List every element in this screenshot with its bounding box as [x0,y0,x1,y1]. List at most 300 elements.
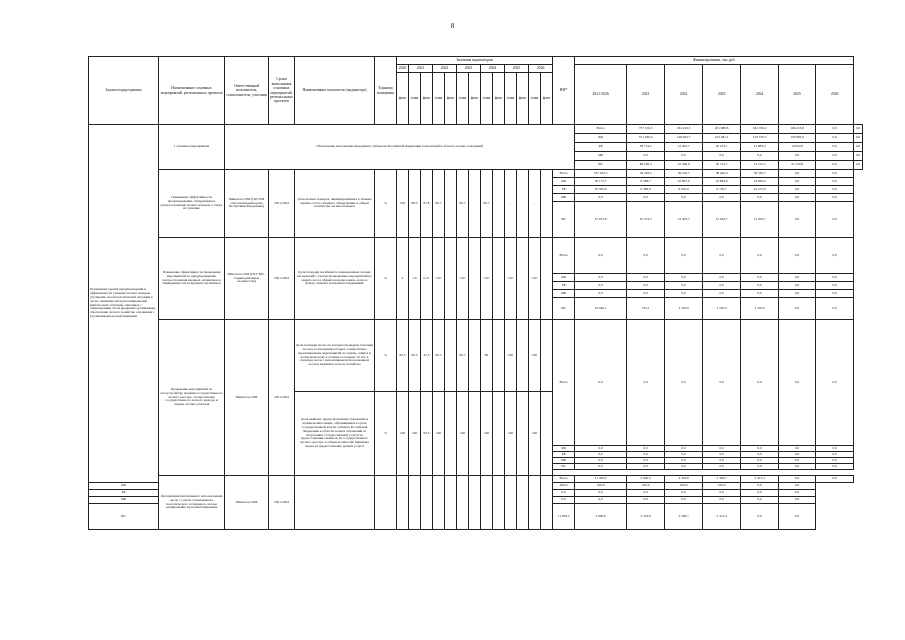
funding-value: 0,0 [854,143,863,152]
funding-source: МБ [553,194,575,202]
indicator-value [517,170,529,238]
header-plan-fact: план [433,73,445,125]
indicator-name: Доля площади лесов, на которых проведена таксация лесов и в отношении которых осуществлено проектирование мероприятий по охране, защите и воспроизводству в течение последних 10 лет, в площади лесов с интенсивным использованием лесов и ведением лесного хозяйства [295,320,375,392]
indicator-unit: % [375,320,397,392]
header-plan-fact: план [409,73,421,125]
funding-value: 0,0 [627,152,665,161]
indicator-value [469,238,481,320]
funding-source: РБ [575,143,627,152]
funding-value: 0,0 [665,320,703,446]
indicator-name [295,476,375,530]
indicator-unit: % [375,392,397,476]
header-year: 2022 [433,65,457,73]
funding-value: 35 595,6 [575,186,627,194]
funding-value: 39 530,7 [741,170,779,178]
indicator-unit [375,476,397,530]
header-year: 2025 [505,65,529,73]
funding-value: 0,0 [703,290,741,298]
funding-value: 0,0 [741,320,779,446]
funding-value: 0,0 [779,194,816,202]
indicator-value: 85,7 [481,170,493,238]
indicator-value [409,476,421,530]
indicator-value [541,238,553,320]
funding-value: 12 493,7 [703,202,741,238]
funding-value: 0,0 [665,458,703,464]
funding-value: 0,0 [665,282,703,290]
funding-value: 725,1 [627,298,665,320]
funding-value: 0,0 [779,452,816,458]
funding-value: 0,0 [575,238,627,274]
funding-value: 0,0 [703,497,741,504]
funding-value: 11 039,3 [553,504,575,530]
funding-value: 737 156,3 [627,125,665,134]
indicator-value: 100 [409,392,421,476]
funding-value: 0,0 [854,161,863,170]
funding-value: 12 883,2 [741,143,779,152]
funding-value: 201 989,8 [703,125,741,134]
event-name: 1 основное мероприятие [159,125,225,170]
funding-value: 0,0 [816,458,854,464]
funding-value: 0,0 [665,274,703,282]
funding-source: Всего [553,238,575,274]
header-events: Наименование основных мероприятий, региональных проектов [159,57,225,125]
header-plan-fact: факт [445,73,457,125]
funding-value: 0,0 [816,143,854,152]
indicator-value [421,476,433,530]
funding-value: 0,0 [703,458,741,464]
funding-value: 0,0 [665,446,703,452]
indicator-value [445,238,457,320]
indicator-value: 100 [457,392,469,476]
table-row [89,476,863,483]
indicator-value: 100 [481,392,493,476]
funding-value: 0,0 [779,458,816,464]
funding-value: 0,0 [703,452,741,458]
executor: Минлесхоз РМ (ГКУ РМ - территориальные лесничества) [225,238,269,320]
funding-value: 0,0 [779,186,816,194]
indicator-value: 85,7 [433,170,445,238]
funding-value: 0,0 [816,186,854,194]
funding-source: МБ [575,152,627,161]
funding-source: ФБ [553,274,575,282]
funding-value: 22 560,9 [665,161,703,170]
funding-value: 12 493,7 [665,202,703,238]
funding-value: 0,0 [816,170,854,178]
funding-value: 0,0 [779,238,816,274]
funding-source: ВС [575,161,627,170]
indicator-value: - [529,170,541,238]
funding-value: 0,0 [575,274,627,282]
funding-value: 9 386,9 [627,186,665,194]
funding-source: ФБ [575,134,627,143]
header-plan-fact: план [505,73,517,125]
header-fin-year: 2021-2026 [575,65,627,125]
indicator-value [529,476,541,530]
funding-value: 0,0 [741,238,779,274]
indicator-unit: % [375,238,397,320]
funding-value: 0,0 [627,458,665,464]
header-fin-year: 2026 [816,65,854,125]
funding-value: 0,0 [816,194,854,202]
header-year: 2021 [409,65,433,73]
funding-value: 6 955,0 [665,186,703,194]
indicator-value: 1,87 [529,238,541,320]
funding-value: 0,0 [779,490,816,497]
funding-value: 2 333,6 [627,504,665,530]
indicator-value [493,320,505,392]
funding-source: Всего [553,320,575,446]
funding-value: 0,0 [575,497,627,504]
funding-value: 0,0 [703,446,741,452]
indicator-value [445,170,457,238]
indicator-unit: % [375,170,397,238]
funding-source: РБ [553,186,575,194]
funding-value: 0,0 [703,490,741,497]
indicator-value: 85,7 [457,320,469,392]
page-number: 8 [450,22,455,30]
funding-value: 0,0 [627,238,665,274]
funding-value: 0,0 [816,202,854,238]
indicator-value [517,238,529,320]
indicator-value: 1,87 [505,238,517,320]
funding-value: 0,0 [665,152,703,161]
funding-value: 14 952,0 [779,143,816,152]
indicator-value: 85,7 [457,170,469,238]
indicator-value: 1,9 [409,238,421,320]
funding-value: 0,0 [816,125,854,134]
funding-value: 0,0 [627,282,665,290]
funding-source: МБ [89,497,159,504]
funding-value: 100,0 [627,483,665,490]
funding-value: 0,0 [779,290,816,298]
funding-value: 0,0 [816,161,854,170]
funding-value: 3 105,0 [741,298,779,320]
funding-value: 0,0 [703,152,741,161]
funding-value: 2 940,5 [627,476,665,483]
funding-value: 39 228,5 [627,170,665,178]
funding-source: Всего [553,170,575,178]
funding-value: 0,0 [703,238,741,274]
header-fin-year: 2024 [741,65,779,125]
funding-value: 56 310,7 [665,170,703,178]
funding-value: 0,0 [779,178,816,186]
program-table [88,56,863,530]
funding-value: 16 862,0 [741,178,779,186]
funding-value: 20 152,7 [703,161,741,170]
indicator-value [517,320,529,392]
indicator-value [397,476,409,530]
header-unit: Единица измерения [375,57,397,125]
funding-value: 162 706,2 [741,125,779,134]
funding-value: 0,0 [627,194,665,202]
funding-value: 400,0 [553,483,575,490]
funding-value: 0,0 [627,446,665,452]
funding-value: 0,0 [816,134,854,143]
funding-value: 0,0 [816,178,854,186]
indicator-value: 47,5 [421,320,433,392]
funding-value: 0,0 [779,483,816,490]
indicator-name: Доля выявлен. предусмотренных гражданам и юридическим лицам, обратившимся в орган государственной власти субъекта Российской Федерации в области лесных отношений за получением государственной услуги по предоставлению выписок из государственного лесного реестра, в общем количестве принятых выдач на предоставление данной услуги [295,392,375,476]
indicator-value: 100 [529,392,541,476]
funding-value: 0,0 [575,490,627,497]
funding-value: 0,0 [779,152,816,161]
funding-value: 0,0 [627,464,665,470]
table-row [89,57,863,65]
executor: Минлесхоз РМ (ГАУ РМ «Лесопожарный центр Республики Мордовия») [225,170,269,238]
funding-value: 0,0 [627,490,665,497]
funding-value: 0,0 [816,452,854,458]
funding-value: 0,0 [741,497,779,504]
funding-value: 0,0 [703,194,741,202]
funding-value: 0,0 [741,504,779,530]
funding-value: 11 439,3 [575,476,627,483]
deadline: 2021-2024 [269,320,295,476]
funding-value: 100,0 [703,483,741,490]
funding-value: 0,0 [627,497,665,504]
funding-value: 3 105,0 [665,298,703,320]
header-ist: ИФ* [553,57,575,125]
header-plan-fact: факт [517,73,529,125]
funding-value: 0,0 [575,446,627,452]
indicator-value [493,476,505,530]
header-year: 2023 [457,65,481,73]
funding-value: 0,0 [741,464,779,470]
funding-value: 2 399,7 [703,476,741,483]
indicator-value: 82,5 [397,320,409,392]
funding-source: Всего [575,125,627,134]
funding-value: 0,0 [779,274,816,282]
header-executors: Ответственный исполнитель, соисполнитель, участник [225,57,269,125]
funding-source: ВС [553,298,575,320]
funding-value: 184 129,5 [665,125,703,134]
funding-value: 0,0 [553,497,575,504]
indicator-value: 93,3 [421,392,433,476]
funding-source: ВС [553,202,575,238]
funding-source: ВС [89,504,159,530]
funding-value: 163 281,1 [703,134,741,143]
header-year: 2020 [397,65,409,73]
funding-value: 10 040,1 [575,298,627,320]
funding-value: 59 714,2 [627,143,665,152]
funding-value: 0,0 [779,170,816,178]
funding-value: 100,0 [665,483,703,490]
funding-value: 0,0 [741,274,779,282]
funding-value: 16 863,0 [703,178,741,186]
indicator-name: Доля площади погибших и поврежденных лесных насаждений с учетом проведенных мероприятий по защите леса в общей площади земель лесного фонда, занятых лесными насаждениями [295,238,375,320]
funding-value: 0,0 [779,298,816,320]
indicator-value: 100 [505,392,517,476]
funding-value: 47 053,8 [575,202,627,238]
funding-value: 148 964,7 [665,134,703,143]
funding-value: 0,0 [816,282,854,290]
funding-source: ВС [553,464,575,470]
header-plan-fact: факт [421,73,433,125]
header-indicators-group: Значения индикаторов [397,57,553,65]
indicator-value [445,476,457,530]
indicator-value: 1,87 [433,238,445,320]
funding-value: 0,0 [816,320,854,446]
funding-value: 10 275,0 [741,186,779,194]
funding-source: ФБ [553,446,575,452]
funding-value: 20 474,1 [703,143,741,152]
funding-value: 0,0 [816,152,854,161]
funding-value: 0,0 [665,290,703,298]
indicator-value: 90,5 [433,320,445,392]
funding-source: РБ [89,490,159,497]
funding-value: 0,0 [779,504,816,530]
deadline: 2021-2024 [269,476,295,530]
deadline: 2021-2024 [269,238,295,320]
funding-value: 9 136,7 [703,186,741,194]
funding-value: 166 215,8 [779,125,816,134]
indicator-value [517,476,529,530]
funding-value: 0,0 [703,320,741,446]
funding-value: 0,0 [665,452,703,458]
funding-source: ФБ [89,483,159,490]
funding-value: 0,0 [575,320,627,446]
funding-source: РБ [553,452,575,458]
indicator-value: 2 [397,238,409,320]
event-name: Проведение мероприятий по лесоустройству, ведению государственного лесного реестра, осуществление государственного лесного надзора и охраны лесных участков [159,320,225,476]
funding-value: 0,0 [816,464,854,470]
funding-value: 21 512,5 [741,161,779,170]
funding-value: 167 022,5 [575,170,627,178]
funding-value: 0,0 [779,282,816,290]
funding-source: ФБ [553,178,575,186]
funding-value: 0,0 [854,134,863,143]
indicator-value: 1,87 [481,238,493,320]
funding-value: 0,0 [665,238,703,274]
funding-value: 0,0 [741,490,779,497]
funding-value: 0,0 [627,452,665,458]
funding-value: 21 520,8 [779,161,816,170]
funding-value: 0,0 [741,458,779,464]
indicator-value [493,392,505,476]
funding-source: МБ [553,458,575,464]
funding-value: 0,0 [741,282,779,290]
indicator-value: 1,87 [457,238,469,320]
funding-value: 4 090,6 [575,504,627,530]
funding-value: 0,0 [553,490,575,497]
indicator-value: 0,21 [421,238,433,320]
funding-value: 100,0 [575,483,627,490]
funding-value: 0,0 [816,446,854,452]
funding-value: 2 433,6 [665,476,703,483]
funding-value: 0,0 [575,290,627,298]
funding-value: 0,0 [665,497,703,504]
header-year: 2024 [481,65,505,73]
funding-value: 0,0 [779,476,816,483]
funding-value: 0,0 [779,320,816,446]
funding-value: 0,0 [627,290,665,298]
funding-value: 0,0 [665,490,703,497]
header-deadlines: Сроки выполнения основных мероприятий, региональных проектов [269,57,295,125]
indicator-value [445,320,457,392]
funding-value: 0,0 [816,290,854,298]
funding-value: 38 492,4 [703,170,741,178]
funding-value: 0,0 [627,274,665,282]
header-plan-fact: факт [397,73,409,125]
table-row [89,238,863,274]
funding-value: 0,0 [741,446,779,452]
indicator-value [469,170,481,238]
funding-value: 2 315,4 [703,504,741,530]
indicator-value: 90,5 [409,320,421,392]
indicator-value: 100 [397,392,409,476]
funding-value: 86 196,3 [627,161,665,170]
funding-value: 10 374,3 [627,202,665,238]
funding-value: 12 493,7 [741,202,779,238]
funding-value: 12 404,7 [665,143,703,152]
header-task: Задачи подпрограммы [89,57,159,125]
header-indicator: Наименование показателя (индикатора) [295,57,375,125]
indicator-value: 100 [505,320,517,392]
header-plan-fact: план [457,73,469,125]
indicator-value [541,170,553,238]
header-fin-year: 2022 [665,65,703,125]
funding-value: 0,0 [741,152,779,161]
funding-value: 0,0 [665,194,703,202]
funding-value: 0,0 [741,290,779,298]
funding-value: 0,0 [703,464,741,470]
funding-value: 0,0 [741,194,779,202]
event-name: Повышение эффективности предупреждения, обнаружения и распространения лесных пожаров, а также их тушение [159,170,225,238]
indicator-value: - [505,170,517,238]
header-plan-fact: факт [493,73,505,125]
indicator-value [481,476,493,530]
table-row [89,125,863,134]
header-plan-fact: план [481,73,493,125]
funding-value: 0,0 [816,298,854,320]
indicator-value [517,392,529,476]
funding-value: 0,0 [816,476,854,483]
indicator-value [433,476,445,530]
funding-value: 39 172,7 [575,178,627,186]
indicator-value: 100 [433,392,445,476]
funding-value: 0,0 [665,464,703,470]
indicator-value [469,476,481,530]
indicator-value [541,392,553,476]
funding-value: 0,0 [627,320,665,446]
header-plan-fact: план [529,73,541,125]
indicator-value: 81,8 [421,170,433,238]
indicator-value [445,392,457,476]
indicator-value [469,392,481,476]
indicator-value [493,170,505,238]
header-fin-year: 2025 [779,65,816,125]
header-year: 2026 [529,65,553,73]
funding-value: 2 415,4 [741,476,779,483]
indicator-value [541,320,553,392]
indicator-value: 88,5 [409,170,421,238]
deadline: 2021-2024 [269,170,295,238]
funding-source: Всего [553,476,575,483]
funding-value: 130 683,0 [779,134,816,143]
funding-source: РБ [553,282,575,290]
header-funding-group: Финансирование, тыс.руб. [575,57,854,65]
indicator-value [457,476,469,530]
indicator-value: 100 [397,170,409,238]
section-title: Обеспечение исполнения переданных субъектам Российской Федерации полномочий в области лесных отношений [225,125,575,170]
table-row [89,320,863,326]
event-name: Повышение эффективности проведения мероприятий по предупреждению распространения вредных организмов и ликвидации очагов вредных организмов [159,238,225,320]
funding-value: 3 105,0 [703,298,741,320]
funding-value: 0,0 [575,464,627,470]
funding-value: 0,0 [854,152,863,161]
funding-value: 0,0 [816,238,854,274]
funding-value: 0,0 [575,458,627,464]
funding-value: 571 299,4 [627,134,665,143]
